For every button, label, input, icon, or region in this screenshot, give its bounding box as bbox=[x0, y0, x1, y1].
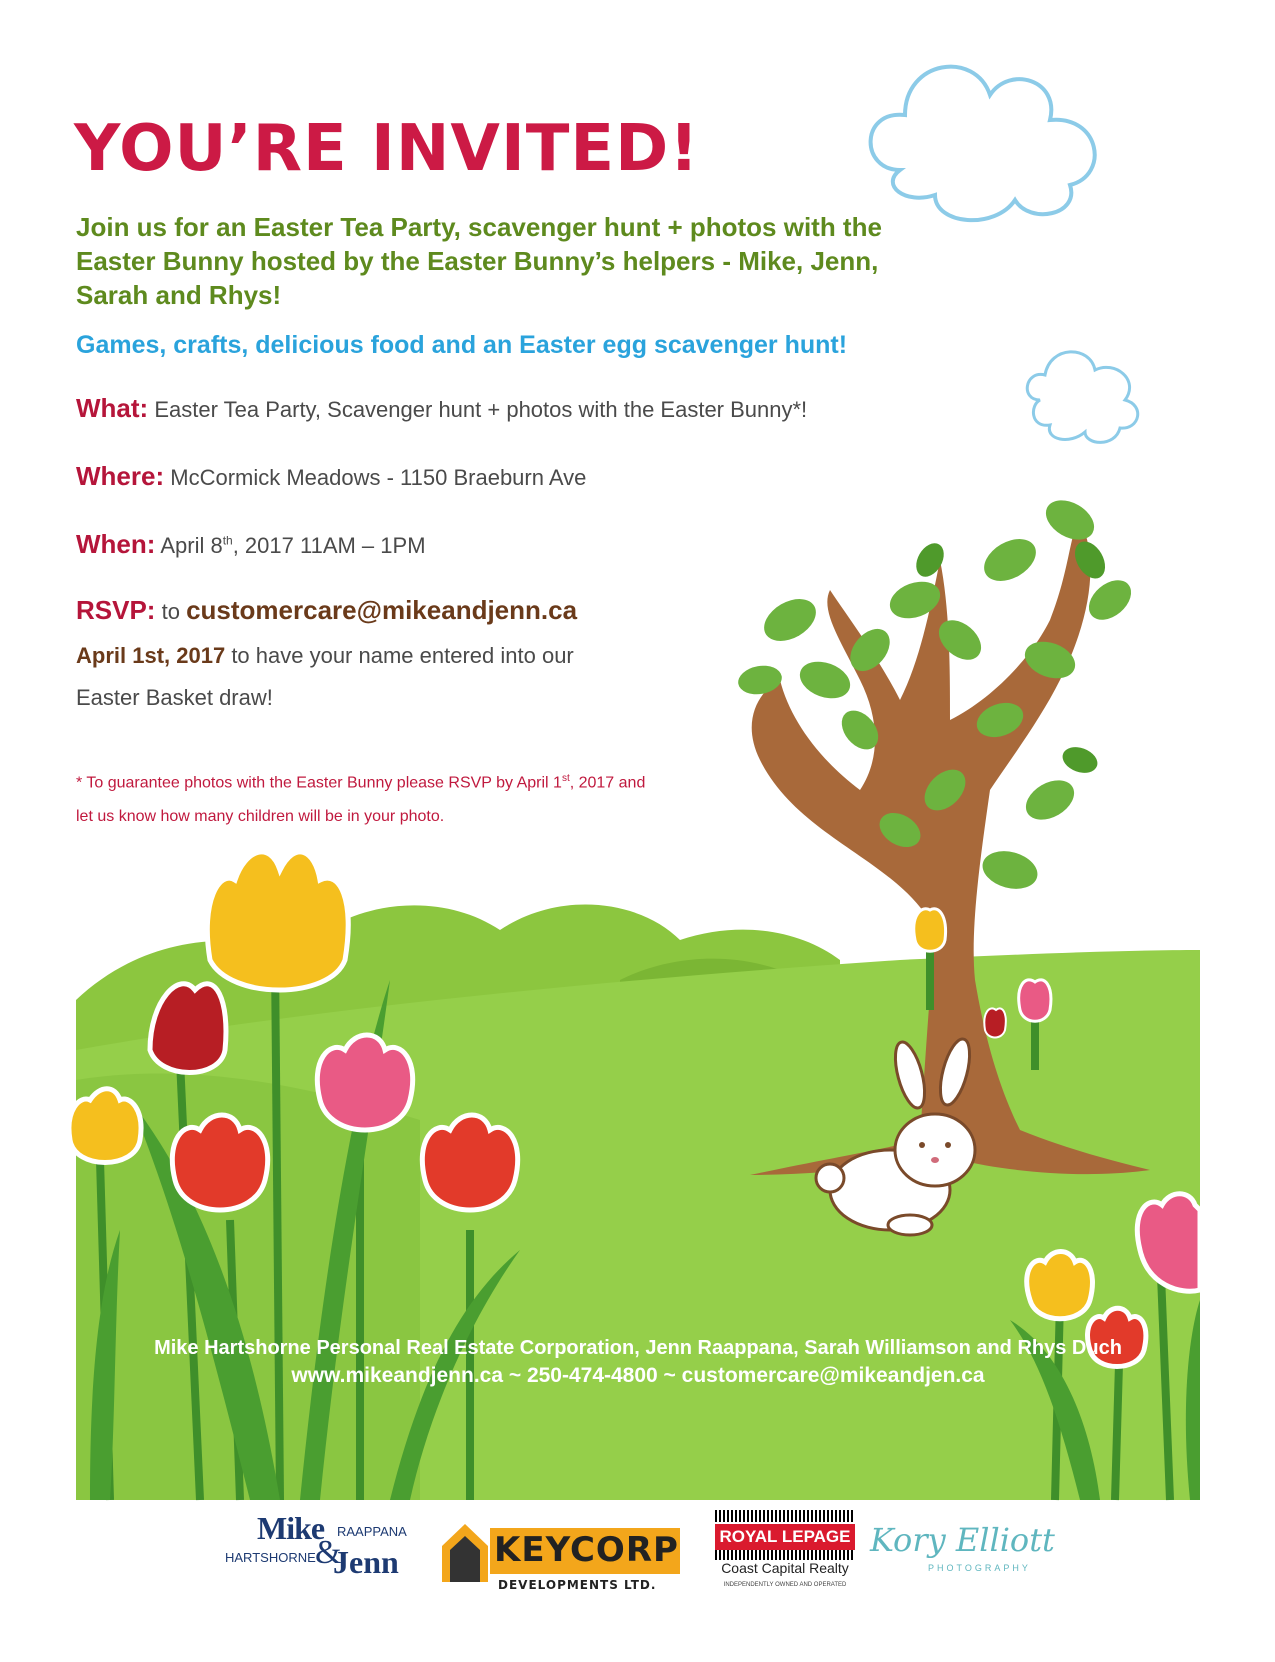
kory-elliott-logo-subtitle: PHOTOGRAPHY bbox=[928, 1563, 1031, 1573]
footnote-line-1 bbox=[76, 762, 776, 800]
royal-lepage-barcode-top bbox=[715, 1510, 855, 1522]
footer-names: Mike Hartshorne Personal Real Estate Corporation, Jenn Raappana, Sarah Williamson and Rhys Duch bbox=[154, 1337, 1122, 1359]
rsvp-email-link[interactable]: customercare@mikeandjenn.ca bbox=[186, 595, 578, 625]
royal-lepage-logo-name: ROYAL LEPAGE bbox=[715, 1524, 855, 1550]
footnote-line-1-suffix: st bbox=[561, 773, 570, 784]
what-label: What: bbox=[76, 393, 149, 423]
footnote-line-1-text: * To guarantee photos with the Easter Bunny please RSVP by April 1 bbox=[76, 774, 562, 792]
where-row bbox=[76, 461, 586, 492]
mike-jenn-logo bbox=[225, 1510, 415, 1590]
royal-lepage-logo-subtitle: Coast Capital Realty bbox=[721, 1560, 849, 1576]
keycorp-logo bbox=[440, 1510, 690, 1596]
rsvp-deadline-date: April 1st, 2017 bbox=[76, 643, 226, 668]
cloud-large-icon bbox=[871, 67, 1095, 220]
rsvp-deadline-text: to have your name entered into our bbox=[231, 643, 574, 668]
rsvp-to: to bbox=[161, 599, 180, 624]
kory-elliott-logo-name: Kory Elliott bbox=[870, 1521, 1055, 1559]
when-label: When: bbox=[76, 529, 156, 559]
royal-lepage-logo-tagline: INDEPENDENTLY OWNED AND OPERATED bbox=[723, 1582, 847, 1588]
keycorp-logo-word: KEYCORP bbox=[494, 1530, 679, 1570]
when-time: , 2017 11AM – 1PM bbox=[232, 533, 426, 558]
rsvp-row bbox=[76, 595, 577, 626]
mike-jenn-logo-ampersand: & bbox=[315, 1534, 342, 1571]
when-row bbox=[76, 529, 426, 560]
rsvp-draw-text: Easter Basket draw! bbox=[76, 685, 273, 710]
footer-website-phone-email[interactable]: www.mikeandjenn.ca ~ 250-474-4800 ~ customercare@mikeandjen.ca bbox=[291, 1364, 985, 1387]
photo-footnote bbox=[76, 762, 776, 834]
royal-lepage-logo bbox=[715, 1510, 855, 1600]
when-date-suffix: th bbox=[222, 533, 233, 548]
keycorp-logo-subtitle: DEVELOPMENTS LTD. bbox=[498, 1578, 657, 1592]
intro-text: Join us for an Easter Tea Party, scavenger hunt + photos with the Easter Bunny hosted by the Easter Bunny’s helpers - Mike, Jenn, Sarah and Rhys! bbox=[76, 212, 882, 310]
when-date: April 8 bbox=[160, 533, 223, 558]
keycorp-house-icon bbox=[440, 1522, 490, 1588]
mike-jenn-logo-mike: Mike bbox=[257, 1510, 325, 1546]
where-label: Where: bbox=[76, 461, 165, 491]
footnote-line-1-end: , 2017 and bbox=[569, 774, 646, 792]
royal-lepage-barcode-mid bbox=[715, 1550, 855, 1560]
footnote-line-2: let us know how many children will be in your photo. bbox=[76, 808, 445, 826]
kory-elliott-photography-logo bbox=[870, 1515, 1060, 1585]
when-value bbox=[160, 533, 425, 558]
what-value: Easter Tea Party, Scavenger hunt + photos with the Easter Bunny*! bbox=[154, 397, 808, 422]
footer-contact bbox=[76, 1334, 1200, 1390]
cloud-small-icon bbox=[1027, 352, 1137, 443]
mike-jenn-logo-jenn: Jenn bbox=[333, 1544, 399, 1580]
rsvp-label: RSVP: bbox=[76, 595, 156, 625]
what-row bbox=[76, 393, 807, 424]
rsvp-deadline-line bbox=[76, 643, 574, 669]
mike-jenn-logo-raappana: RAAPPANA bbox=[337, 1524, 407, 1539]
invitation-headline: YOU’RE INVITED! bbox=[74, 112, 700, 186]
activities-text: Games, crafts, delicious food and an Easter egg scavenger hunt! bbox=[76, 331, 848, 359]
where-value: McCormick Meadows - 1150 Braeburn Ave bbox=[170, 465, 587, 490]
mike-jenn-logo-hartshorne: HARTSHORNE bbox=[225, 1550, 316, 1565]
